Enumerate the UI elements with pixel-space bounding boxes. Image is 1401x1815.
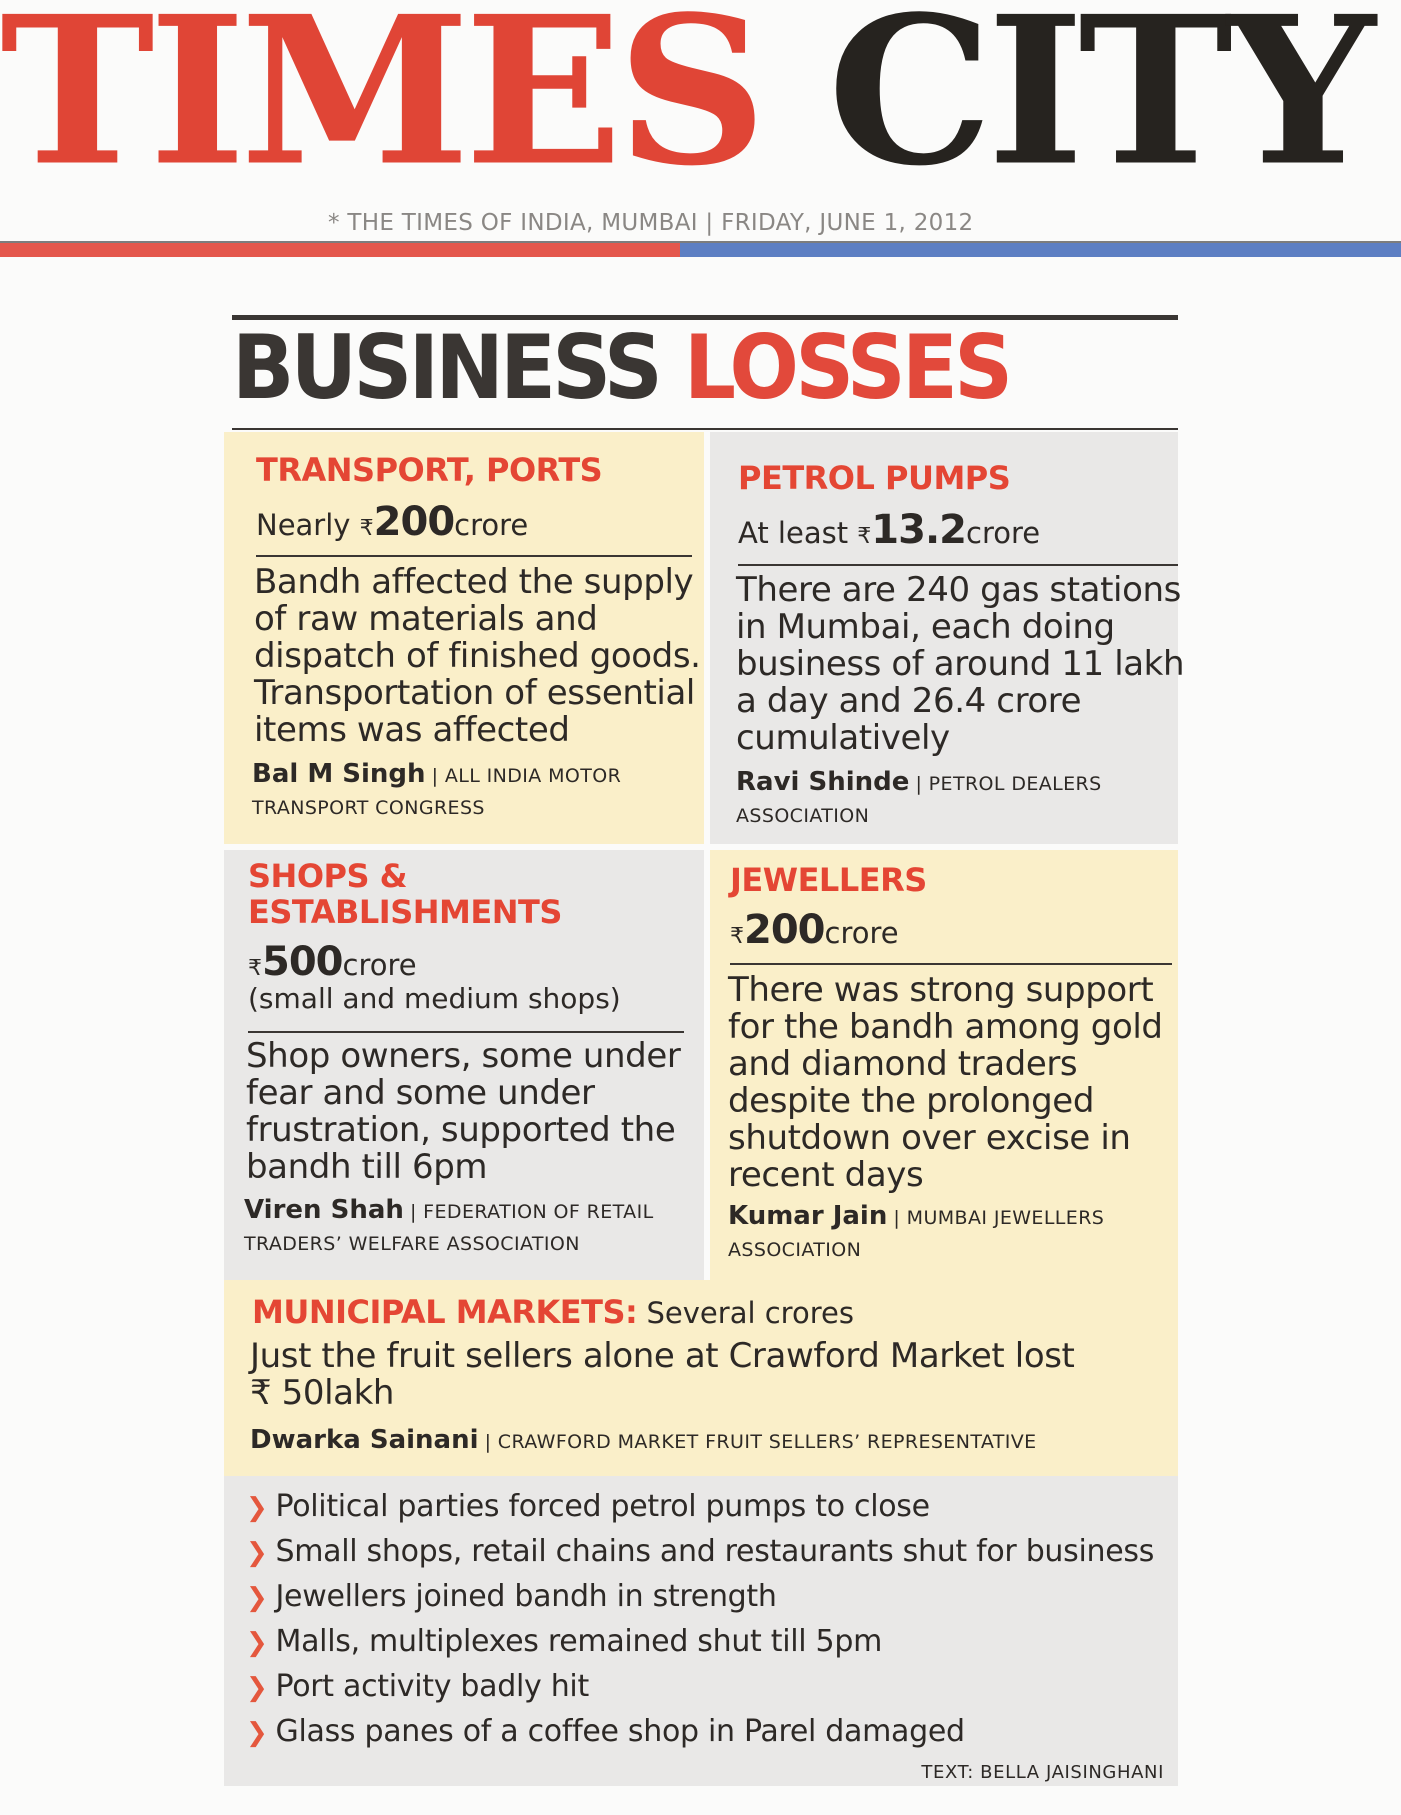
chevron-right-icon: ❯: [246, 1538, 268, 1568]
bullet-text: Political parties forced petrol pumps to close: [275, 1489, 930, 1524]
panel-body: [736, 572, 1184, 757]
masthead-title-city: CITY: [827, 0, 1370, 212]
rupee-icon: ₹: [248, 956, 262, 981]
list-item: [246, 1665, 1154, 1710]
source-org: | ALL INDIA MOTOR: [431, 765, 622, 787]
list-item: [246, 1485, 1154, 1530]
panel-title: MUNICIPAL MARKETS:: [252, 1293, 638, 1331]
panel-rule: [248, 1031, 684, 1033]
panel-municipal: [224, 1280, 1178, 1476]
amount-unit: crore: [454, 508, 529, 542]
panel-rule: [256, 555, 692, 557]
source-org-line2: TRANSPORT CONGRESS: [252, 797, 485, 819]
source-org-line2: TRADERS’ WELFARE ASSOCIATION: [244, 1233, 580, 1255]
panel-rule: [738, 564, 1178, 566]
source-name: Viren Shah: [244, 1195, 404, 1225]
panel-body: [254, 564, 701, 749]
panel-title: JEWELLERS: [730, 861, 927, 899]
list-item: [246, 1710, 1154, 1755]
panel-title-line1: SHOPS &: [248, 857, 408, 895]
chevron-right-icon: ❯: [246, 1583, 268, 1613]
amount-note: (small and medium shops): [248, 982, 621, 1015]
rupee-icon: ₹: [359, 516, 374, 541]
list-item: [246, 1530, 1154, 1575]
panel-transport: [224, 432, 704, 844]
body-line: fear and some under: [246, 1073, 595, 1113]
body-line: for the bandh among gold: [728, 1007, 1163, 1047]
headline: [232, 316, 1010, 419]
body-line: a day and 26.4 crore: [736, 681, 1082, 721]
body-line: There are 240 gas stations: [736, 570, 1181, 610]
body-line: cumulatively: [736, 718, 950, 758]
amount-prefix: Nearly: [256, 508, 360, 542]
panel-heading-row: [252, 1294, 854, 1331]
body-line: of raw materials and: [254, 599, 598, 639]
source-name: Ravi Shinde: [736, 767, 910, 797]
body-line: frustration, supported the: [246, 1110, 676, 1150]
body-line: and diamond traders: [728, 1044, 1078, 1084]
amount-unit: crore: [966, 516, 1041, 550]
chevron-right-icon: ❯: [246, 1718, 268, 1748]
body-line: recent days: [728, 1155, 924, 1195]
body-line: dispatch of finished goods.: [254, 636, 701, 676]
headline-part2: LOSSES: [683, 316, 1010, 419]
chevron-right-icon: ❯: [246, 1628, 268, 1658]
rupee-icon: ₹: [730, 924, 744, 949]
source-org: | FEDERATION OF RETAIL: [409, 1201, 654, 1223]
body-line: business of around 11 lakh: [736, 644, 1185, 684]
masthead: [0, 0, 1401, 275]
bullet-text: Jewellers joined bandh in strength: [275, 1579, 777, 1614]
amount-unit: crore: [824, 916, 899, 950]
rupee-icon: ₹: [857, 524, 872, 549]
bullet-text: Small shops, retail chains and restaurants shut for business: [275, 1534, 1155, 1569]
bullet-list: [246, 1485, 1154, 1755]
amount-prefix: At least: [738, 516, 858, 550]
body-line: Shop owners, some under: [246, 1036, 681, 1076]
body-line: Transportation of essential: [254, 673, 695, 713]
headline-part1: BUSINESS: [232, 316, 660, 419]
amount-value: 500: [262, 939, 343, 985]
body-line: There was strong support: [728, 970, 1154, 1010]
bullet-text: Port activity badly hit: [275, 1669, 589, 1704]
body-line: despite the prolonged: [728, 1081, 1094, 1121]
panel-petrol: [710, 432, 1185, 844]
amount-value: 200: [373, 499, 455, 545]
source-name: Bal M Singh: [252, 759, 426, 789]
panel-title: [248, 858, 562, 930]
masthead-rule-blue: [680, 243, 1401, 257]
headline-rule: [232, 428, 1178, 430]
source-org: | MUMBAI JEWELLERS: [893, 1207, 1105, 1229]
body-line: items was affected: [254, 710, 570, 750]
panel-title: TRANSPORT, PORTS: [256, 451, 603, 489]
source-name: Kumar Jain: [728, 1201, 888, 1231]
panel-amount: [730, 906, 899, 954]
panel-body: [728, 972, 1163, 1194]
source-org: | CRAWFORD MARKET FRUIT SELLERS’ REPRESENTATIVE: [484, 1431, 1037, 1453]
chevron-right-icon: ❯: [246, 1493, 268, 1523]
panel-title-line2: ESTABLISHMENTS: [248, 893, 562, 931]
list-item: [246, 1620, 1154, 1665]
panel-source: [728, 1200, 1104, 1266]
amount-unit: crore: [342, 948, 417, 982]
body-line: ₹ 50lakh: [250, 1373, 395, 1413]
body-line: Just the fruit sellers alone at Crawford Market lost: [250, 1336, 1075, 1376]
amount-value: 13.2: [871, 507, 966, 553]
source-org: | PETROL DEALERS: [915, 773, 1102, 795]
panel-amount: [248, 938, 417, 986]
body-line: bandh till 6pm: [246, 1147, 488, 1187]
dateline: * THE TIMES OF INDIA, MUMBAI | FRIDAY, JUNE 1, 2012: [328, 210, 974, 236]
source-org-line2: ASSOCIATION: [728, 1239, 862, 1261]
panel-rule: [730, 963, 1172, 965]
masthead-title-times: TIMES: [0, 0, 762, 212]
panel-amount: Several crores: [637, 1296, 854, 1330]
panel-amount: [256, 498, 528, 546]
panel-source: [250, 1424, 1037, 1458]
panel-source: [244, 1194, 654, 1260]
body-line: Bandh affected the supply: [254, 562, 694, 602]
masthead-title: [0, 0, 1370, 212]
panel-title: PETROL PUMPS: [738, 459, 1011, 497]
article-box: [224, 300, 1185, 1786]
chevron-right-icon: ❯: [246, 1673, 268, 1703]
source-name: Dwarka Sainani: [250, 1425, 479, 1455]
byline-credit: TEXT: BELLA JAISINGHANI: [921, 1762, 1164, 1783]
panel-source: [736, 766, 1102, 832]
body-line: in Mumbai, each doing: [736, 607, 1115, 647]
panel-body: [246, 1038, 680, 1186]
panel-source: [252, 758, 621, 824]
source-org-line2: ASSOCIATION: [736, 805, 870, 827]
panel-amount: [738, 506, 1040, 554]
masthead-rule-red: [0, 243, 680, 257]
bullet-text: Glass panes of a coffee shop in Parel damaged: [275, 1714, 965, 1749]
list-item: [246, 1575, 1154, 1620]
body-line: shutdown over excise in: [728, 1118, 1131, 1158]
panel-body: [250, 1338, 1074, 1412]
bullet-text: Malls, multiplexes remained shut till 5pm: [275, 1624, 883, 1659]
amount-value: 200: [744, 907, 825, 953]
